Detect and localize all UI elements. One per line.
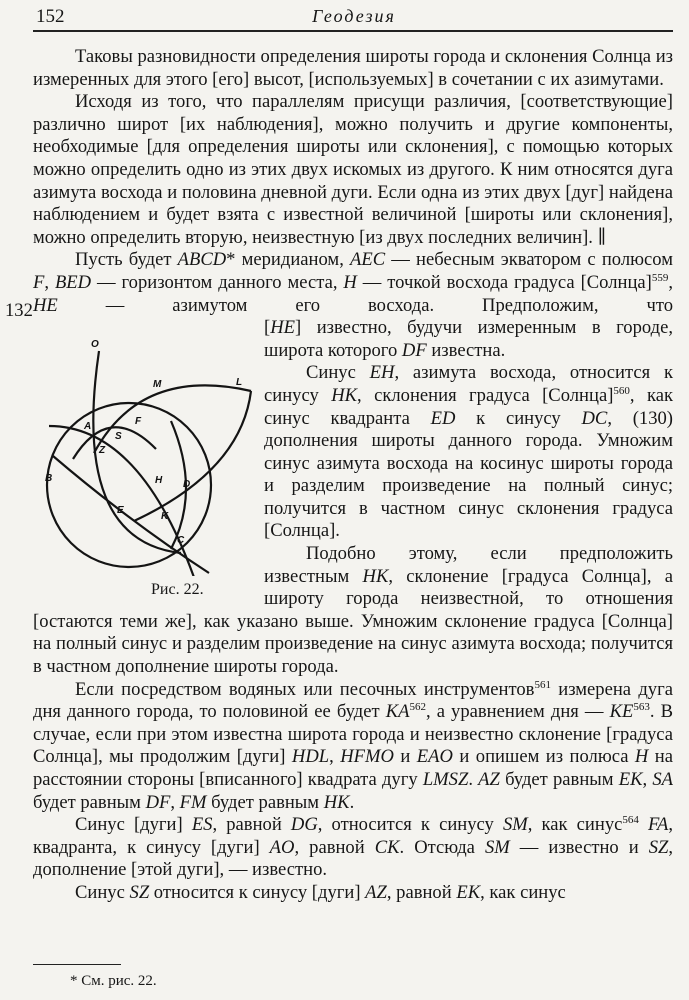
label-f: F	[135, 416, 142, 428]
label-a: A	[84, 421, 92, 433]
label-b: B	[45, 473, 53, 485]
page-header	[33, 4, 675, 28]
label-l: L	[236, 377, 243, 389]
label-s: S	[115, 431, 122, 443]
paragraph-6: Если посредством водяных или песочных инструментов$^{561}$ измерена дуга дня данного города, то половиной ее будет KA$^{562}$, а уравнением дня — KE$^{563}$. В случае, если при этом известна широта города и неизвестно склонение [градуса Солнца], мы продолжим [дуги] HDL, HFMO и EAO и опишем из полюса H на расстоянии стороны [вписанного] квадрата дугу LMSZ. AZ будет равным EK, SA будет равным DF, FM будет равным HK.	[33, 678, 674, 813]
margin-number: 132	[5, 300, 33, 321]
paragraph-5: Подобно этому, если предположить известным HK, склонение [градуса Солнца], а широту города неизвестной, то отношения [остаются теми же], как указано выше. Умножим склонение градуса [Солнца] на полный синус и разделим произведение на синус азимута восхода; получится в частном дополнение широты города.	[33, 543, 673, 678]
paragraph-7: Синус [дуги] ES, равной DG, относится к синусу SM, как синус$^{564}$ FA, квадранта, к синусу [дуги] AO, равной CK. Отсюда SM — известно и SZ, дополнение [этой дуги], — известно.	[33, 814, 674, 881]
label-d: D	[183, 479, 191, 491]
lower-arc	[134, 391, 251, 521]
label-z: Z	[99, 445, 106, 457]
paragraph-8: Синус SZ относится к синусу [дуги] AZ, равной EK, как синус	[75, 881, 566, 903]
running-title: Геодезия	[312, 6, 396, 26]
figure-caption: Рис. 22.	[151, 581, 204, 599]
figure-22	[31, 317, 256, 605]
label-c: C	[177, 535, 185, 547]
label-e: E	[117, 505, 124, 517]
body-text	[33, 46, 673, 905]
footnote: * См. рис. 22.	[70, 973, 157, 989]
paragraph-2: Исходя из того, что параллелям присущи различия, [соответствующие] различно широт [их наблюдения], можно получить и другие компоненты, необходимые [для определения широты или склонения], с помощью которых можно определить одно из этих двух искомых из другого. К ним относятся дуга азимута восхода и половина дневной дуги. Если одна из этих двух [дуг] найдена наблюдением и будет взята с известной величиной [широты или склонения], можно определить вторую, неизвестную [из двух последних величин]. ∥	[33, 91, 673, 248]
page-number: 152	[36, 6, 65, 27]
label-m: M	[153, 379, 162, 391]
upper-arc	[94, 386, 251, 457]
paragraph-3: Пусть будет ABCD* меридианом, AEC — небесным экватором с полюсом F, BED — горизонтом данного места, H — точкой восхода градуса [Солнца]$^{559}$, HE — азимутом его восхода. Предположим, что [ O M L A F S Z B H D E K C Рис. 22. HE] известно, будучи измеренным в городе, широта которого DF известна.	[33, 249, 673, 362]
label-h: H	[155, 475, 163, 487]
label-o: O	[91, 339, 99, 351]
footnote-rule	[33, 964, 121, 965]
header-rule	[33, 30, 673, 32]
celestial-sphere-diagram	[31, 321, 253, 576]
paragraph-1: Таковы разновидности определения широты города и склонения Солнца из измеренных для этого [его] высот, [используемых] в сочетании с их азимутами.	[33, 46, 673, 90]
label-k: K	[161, 511, 169, 523]
paragraph-4: Синус EH, азимута восхода, относится к синусу HK, склонения градуса [Солнца]$^{560}$, как синус квадранта ED к синусу DC, (130) дополнения широты данного города. Умножим синус азимута восхода на косинус широты города и разделим произведение на полный синус; получится в частном синус склонения градуса [Солнца].	[264, 362, 673, 542]
